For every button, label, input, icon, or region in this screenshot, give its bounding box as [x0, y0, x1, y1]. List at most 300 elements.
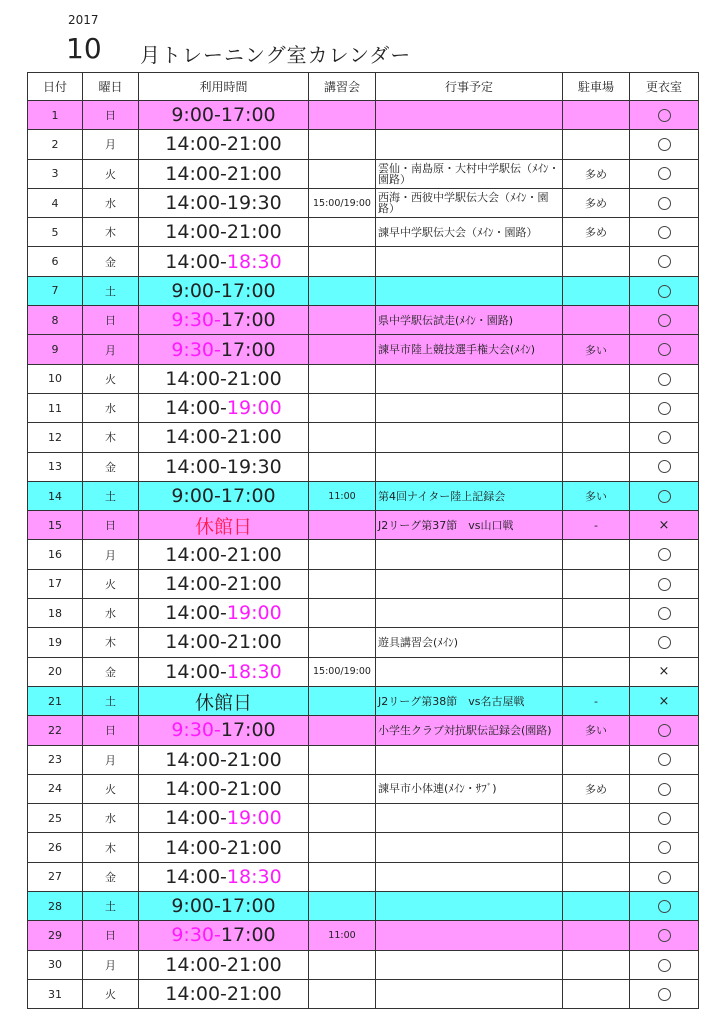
- date-cell: 4: [28, 188, 83, 217]
- table-row: [28, 276, 699, 305]
- lecture-cell: 15:00/19:00: [309, 657, 376, 686]
- weekday-cell: 日: [83, 101, 139, 130]
- event-cell: [376, 950, 563, 979]
- event-cell: 西海・西彼中学駅伝大会（ﾒｲﾝ・園路）: [376, 188, 563, 217]
- calendar-table: [27, 72, 699, 1009]
- lecture-cell: [309, 686, 376, 715]
- hours-cell: [139, 188, 309, 217]
- parking-cell: [563, 745, 630, 774]
- weekday-cell: 木: [83, 423, 139, 452]
- parking-cell: 多め: [563, 188, 630, 217]
- table-row: [28, 306, 699, 335]
- hours-cell: [139, 247, 309, 276]
- event-cell: [376, 393, 563, 422]
- close-time: 21:00: [226, 953, 282, 976]
- available-circle-icon: [658, 900, 671, 913]
- open-time: 9:00-: [171, 895, 221, 918]
- event-cell: 諫早中学駅伝大会（ﾒｲﾝ・園路）: [376, 218, 563, 247]
- close-time: 21:00: [226, 426, 282, 449]
- table-row: [28, 423, 699, 452]
- locker-cell: [630, 686, 699, 715]
- parking-cell: 多い: [563, 335, 630, 364]
- open-time: 9:30-: [171, 338, 221, 361]
- locker-cell: [630, 716, 699, 745]
- available-circle-icon: [658, 314, 671, 327]
- available-circle-icon: [658, 753, 671, 766]
- event-cell: [376, 862, 563, 891]
- locker-cell: [630, 979, 699, 1008]
- close-time: 19:30: [226, 192, 282, 215]
- lecture-cell: [309, 159, 376, 188]
- locker-cell: [630, 892, 699, 921]
- locker-cell: [630, 101, 699, 130]
- event-cell: 諫早市陸上競技選手権大会(ﾒｲﾝ): [376, 335, 563, 364]
- date-cell: 23: [28, 745, 83, 774]
- close-time: 21:00: [226, 777, 282, 800]
- parking-cell: [563, 452, 630, 481]
- lecture-cell: [309, 452, 376, 481]
- table-row: [28, 218, 699, 247]
- lecture-cell: [309, 892, 376, 921]
- locker-cell: [630, 921, 699, 950]
- lecture-cell: [309, 364, 376, 393]
- weekday-cell: 火: [83, 159, 139, 188]
- event-cell: [376, 130, 563, 159]
- available-circle-icon: [658, 167, 671, 180]
- unavailable-cross-icon: ×: [658, 517, 670, 533]
- parking-cell: [563, 921, 630, 950]
- event-cell: 雲仙・南島原・大村中学駅伝（ﾒｲﾝ・園路）: [376, 159, 563, 188]
- open-time: 9:00-: [171, 485, 221, 507]
- open-time: 14:00-: [165, 807, 227, 830]
- event-cell: [376, 452, 563, 481]
- weekday-cell: 日: [83, 511, 139, 540]
- close-time: 21:00: [226, 221, 282, 244]
- parking-cell: [563, 101, 630, 130]
- weekday-cell: 金: [83, 452, 139, 481]
- col-header-lecture: 講習会: [309, 73, 376, 101]
- table-row: [28, 540, 699, 569]
- date-cell: 21: [28, 686, 83, 715]
- available-circle-icon: [658, 959, 671, 972]
- available-circle-icon: [658, 373, 671, 386]
- weekday-cell: 水: [83, 599, 139, 628]
- close-time: 21:00: [226, 631, 282, 654]
- date-cell: 3: [28, 159, 83, 188]
- weekday-cell: 日: [83, 921, 139, 950]
- weekday-cell: 金: [83, 862, 139, 891]
- locker-cell: [630, 335, 699, 364]
- weekday-cell: 金: [83, 247, 139, 276]
- event-cell: 遊具講習会(ﾒｲﾝ): [376, 628, 563, 657]
- lecture-cell: [309, 628, 376, 657]
- open-time: 9:30-: [171, 719, 221, 742]
- date-cell: 12: [28, 423, 83, 452]
- hours-cell: [139, 657, 309, 686]
- locker-cell: [630, 364, 699, 393]
- table-row: [28, 159, 699, 188]
- parking-cell: [563, 540, 630, 569]
- weekday-cell: 土: [83, 892, 139, 921]
- event-cell: [376, 540, 563, 569]
- open-time: 14:00-: [165, 455, 227, 478]
- locker-cell: [630, 950, 699, 979]
- lecture-cell: [309, 276, 376, 305]
- weekday-cell: 火: [83, 569, 139, 598]
- open-time: 14:00-: [165, 631, 227, 654]
- close-time: 17:00: [220, 338, 276, 361]
- lecture-cell: [309, 862, 376, 891]
- lecture-cell: [309, 101, 376, 130]
- locker-cell: [630, 833, 699, 862]
- available-circle-icon: [658, 431, 671, 444]
- weekday-cell: 水: [83, 804, 139, 833]
- hours-cell: [139, 130, 309, 159]
- close-time: 21:00: [226, 572, 282, 595]
- lecture-cell: [309, 218, 376, 247]
- table-row: [28, 101, 699, 130]
- date-cell: 26: [28, 833, 83, 862]
- locker-cell: [630, 481, 699, 510]
- locker-cell: [630, 452, 699, 481]
- parking-cell: [563, 657, 630, 686]
- weekday-cell: 土: [83, 276, 139, 305]
- parking-cell: [563, 804, 630, 833]
- open-time: 14:00-: [165, 192, 227, 215]
- hours-cell: [139, 218, 309, 247]
- hours-cell: [139, 979, 309, 1008]
- weekday-cell: 金: [83, 657, 139, 686]
- weekday-cell: 月: [83, 130, 139, 159]
- table-row: [28, 892, 699, 921]
- date-cell: 18: [28, 599, 83, 628]
- available-circle-icon: [658, 109, 671, 122]
- unavailable-cross-icon: ×: [658, 664, 670, 680]
- event-cell: 諫早市小体連(ﾒｲﾝ・ｻﾌﾞ): [376, 774, 563, 803]
- parking-cell: [563, 862, 630, 891]
- date-cell: 24: [28, 774, 83, 803]
- parking-cell: 多い: [563, 716, 630, 745]
- available-circle-icon: [658, 812, 671, 825]
- open-time: 14:00-: [165, 748, 227, 771]
- header-row: [28, 73, 699, 101]
- available-circle-icon: [658, 636, 671, 649]
- col-header-weekday: 曜日: [83, 73, 139, 101]
- open-time: 9:00-: [171, 104, 221, 127]
- close-time: 21:00: [226, 367, 282, 390]
- table-row: [28, 599, 699, 628]
- date-cell: 17: [28, 569, 83, 598]
- open-time: 14:00-: [165, 367, 227, 390]
- table-row: [28, 130, 699, 159]
- table-row: [28, 716, 699, 745]
- page-title: 月トレーニング室カレンダー: [140, 43, 412, 67]
- available-circle-icon: [658, 460, 671, 473]
- close-time: 21:00: [226, 748, 282, 771]
- event-cell: [376, 745, 563, 774]
- parking-cell: -: [563, 511, 630, 540]
- month-number: 10: [66, 32, 102, 65]
- locker-cell: [630, 423, 699, 452]
- lecture-cell: [309, 423, 376, 452]
- open-time: 14:00-: [165, 162, 227, 185]
- hours-cell: [139, 921, 309, 950]
- table-row: [28, 628, 699, 657]
- date-cell: 7: [28, 276, 83, 305]
- lecture-cell: [309, 335, 376, 364]
- available-circle-icon: [658, 138, 671, 151]
- weekday-cell: 月: [83, 540, 139, 569]
- weekday-cell: 土: [83, 686, 139, 715]
- table-row: [28, 950, 699, 979]
- col-header-locker: 更衣室: [630, 73, 699, 101]
- event-cell: [376, 833, 563, 862]
- parking-cell: -: [563, 686, 630, 715]
- close-time: 19:00: [226, 602, 282, 625]
- weekday-cell: 月: [83, 745, 139, 774]
- table-row: [28, 335, 699, 364]
- close-time: 21:00: [226, 836, 282, 859]
- table-row: [28, 921, 699, 950]
- available-circle-icon: [658, 343, 671, 356]
- lecture-cell: [309, 247, 376, 276]
- locker-cell: [630, 540, 699, 569]
- unavailable-cross-icon: ×: [658, 693, 670, 709]
- col-header-events: 行事予定: [376, 73, 563, 101]
- lecture-cell: [309, 511, 376, 540]
- open-time: 14:00-: [165, 777, 227, 800]
- parking-cell: 多め: [563, 218, 630, 247]
- table-row: [28, 511, 699, 540]
- event-cell: [376, 804, 563, 833]
- event-cell: [376, 921, 563, 950]
- hours-cell: [139, 628, 309, 657]
- open-time: 14:00-: [165, 983, 227, 1006]
- hours-cell: [139, 276, 309, 305]
- date-cell: 20: [28, 657, 83, 686]
- parking-cell: [563, 423, 630, 452]
- parking-cell: [563, 950, 630, 979]
- hours-cell: [139, 745, 309, 774]
- lecture-cell: [309, 716, 376, 745]
- table-row: [28, 774, 699, 803]
- date-cell: 11: [28, 393, 83, 422]
- event-cell: [376, 657, 563, 686]
- close-time: 18:30: [226, 865, 282, 888]
- parking-cell: [563, 306, 630, 335]
- closed-label: 休館日: [194, 691, 252, 714]
- date-cell: 1: [28, 101, 83, 130]
- weekday-cell: 水: [83, 393, 139, 422]
- hours-cell: [139, 862, 309, 891]
- locker-cell: [630, 247, 699, 276]
- table-row: [28, 452, 699, 481]
- event-cell: J2リーグ第37節 vs山口戦: [376, 511, 563, 540]
- close-time: 21:00: [226, 543, 282, 566]
- parking-cell: [563, 892, 630, 921]
- hours-cell: [139, 511, 309, 540]
- weekday-cell: 火: [83, 364, 139, 393]
- open-time: 14:00-: [165, 865, 227, 888]
- table-row: [28, 188, 699, 217]
- hours-cell: [139, 804, 309, 833]
- lecture-cell: [309, 306, 376, 335]
- event-cell: 第4回ナイター陸上記録会: [376, 481, 563, 510]
- locker-cell: [630, 159, 699, 188]
- table-row: [28, 862, 699, 891]
- available-circle-icon: [658, 490, 671, 503]
- weekday-cell: 水: [83, 188, 139, 217]
- hours-cell: [139, 833, 309, 862]
- available-circle-icon: [658, 285, 671, 298]
- parking-cell: [563, 833, 630, 862]
- open-time: 14:00-: [165, 426, 227, 449]
- hours-cell: [139, 892, 309, 921]
- date-cell: 25: [28, 804, 83, 833]
- open-time: 14:00-: [165, 836, 227, 859]
- open-time: 9:30-: [171, 924, 221, 947]
- table-row: [28, 247, 699, 276]
- table-row: [28, 686, 699, 715]
- locker-cell: [630, 599, 699, 628]
- open-time: 14:00-: [165, 543, 227, 566]
- hours-cell: [139, 774, 309, 803]
- col-header-parking: 駐車場: [563, 73, 630, 101]
- weekday-cell: 土: [83, 481, 139, 510]
- event-cell: [376, 979, 563, 1008]
- lecture-cell: [309, 130, 376, 159]
- close-time: 17:00: [220, 279, 276, 302]
- date-cell: 10: [28, 364, 83, 393]
- parking-cell: 多め: [563, 159, 630, 188]
- close-time: 17:00: [220, 485, 276, 507]
- open-time: 9:30-: [171, 309, 221, 332]
- event-cell: [376, 423, 563, 452]
- locker-cell: [630, 569, 699, 598]
- weekday-cell: 日: [83, 306, 139, 335]
- event-cell: 小学生クラブ対抗駅伝記録会(園路): [376, 716, 563, 745]
- event-cell: 県中学駅伝試走(ﾒｲﾝ・園路): [376, 306, 563, 335]
- table-row: [28, 657, 699, 686]
- weekday-cell: 日: [83, 716, 139, 745]
- hours-cell: [139, 540, 309, 569]
- event-cell: [376, 101, 563, 130]
- close-time: 19:30: [226, 455, 282, 478]
- close-time: 21:00: [226, 162, 282, 185]
- lecture-cell: [309, 979, 376, 1008]
- open-time: 9:00-: [171, 279, 221, 302]
- col-header-date: 日付: [28, 73, 83, 101]
- locker-cell: [630, 774, 699, 803]
- date-cell: 5: [28, 218, 83, 247]
- open-time: 14:00-: [165, 397, 227, 420]
- table-row: [28, 481, 699, 510]
- weekday-cell: 木: [83, 628, 139, 657]
- date-cell: 31: [28, 979, 83, 1008]
- event-cell: [376, 892, 563, 921]
- locker-cell: [630, 657, 699, 686]
- open-time: 14:00-: [165, 602, 227, 625]
- lecture-cell: [309, 540, 376, 569]
- available-circle-icon: [658, 197, 671, 210]
- parking-cell: [563, 130, 630, 159]
- hours-cell: [139, 481, 309, 510]
- lecture-cell: [309, 569, 376, 598]
- available-circle-icon: [658, 929, 671, 942]
- locker-cell: [630, 188, 699, 217]
- close-time: 19:00: [226, 397, 282, 420]
- hours-cell: [139, 159, 309, 188]
- event-cell: [376, 276, 563, 305]
- parking-cell: 多い: [563, 481, 630, 510]
- hours-cell: [139, 423, 309, 452]
- locker-cell: [630, 306, 699, 335]
- open-time: 14:00-: [165, 953, 227, 976]
- event-cell: [376, 364, 563, 393]
- parking-cell: [563, 276, 630, 305]
- weekday-cell: 火: [83, 774, 139, 803]
- lecture-cell: [309, 774, 376, 803]
- table-row: [28, 569, 699, 598]
- date-cell: 16: [28, 540, 83, 569]
- date-cell: 27: [28, 862, 83, 891]
- available-circle-icon: [658, 548, 671, 561]
- weekday-cell: 火: [83, 979, 139, 1008]
- lecture-cell: [309, 804, 376, 833]
- parking-cell: [563, 393, 630, 422]
- close-time: 17:00: [220, 895, 276, 918]
- available-circle-icon: [658, 841, 671, 854]
- event-cell: J2リーグ第38節 vs名古屋戦: [376, 686, 563, 715]
- date-cell: 30: [28, 950, 83, 979]
- parking-cell: [563, 979, 630, 1008]
- date-cell: 14: [28, 481, 83, 510]
- close-time: 21:00: [226, 983, 282, 1006]
- locker-cell: [630, 804, 699, 833]
- available-circle-icon: [658, 578, 671, 591]
- hours-cell: [139, 306, 309, 335]
- date-cell: 19: [28, 628, 83, 657]
- parking-cell: [563, 628, 630, 657]
- date-cell: 8: [28, 306, 83, 335]
- parking-cell: [563, 599, 630, 628]
- locker-cell: [630, 276, 699, 305]
- weekday-cell: 木: [83, 218, 139, 247]
- close-time: 21:00: [226, 133, 282, 156]
- open-time: 14:00-: [165, 133, 227, 156]
- close-time: 18:30: [226, 660, 282, 683]
- event-cell: [376, 247, 563, 276]
- parking-cell: 多め: [563, 774, 630, 803]
- close-time: 19:00: [226, 807, 282, 830]
- weekday-cell: 月: [83, 335, 139, 364]
- hours-cell: [139, 950, 309, 979]
- table-row: [28, 364, 699, 393]
- locker-cell: [630, 862, 699, 891]
- table-row: [28, 393, 699, 422]
- table-row: [28, 804, 699, 833]
- available-circle-icon: [658, 988, 671, 1001]
- open-time: 14:00-: [165, 221, 227, 244]
- date-cell: 29: [28, 921, 83, 950]
- table-row: [28, 833, 699, 862]
- hours-cell: [139, 101, 309, 130]
- hours-cell: [139, 716, 309, 745]
- locker-cell: [630, 745, 699, 774]
- close-time: 17:00: [220, 719, 276, 742]
- hours-cell: [139, 686, 309, 715]
- calendar-body: [28, 101, 699, 1009]
